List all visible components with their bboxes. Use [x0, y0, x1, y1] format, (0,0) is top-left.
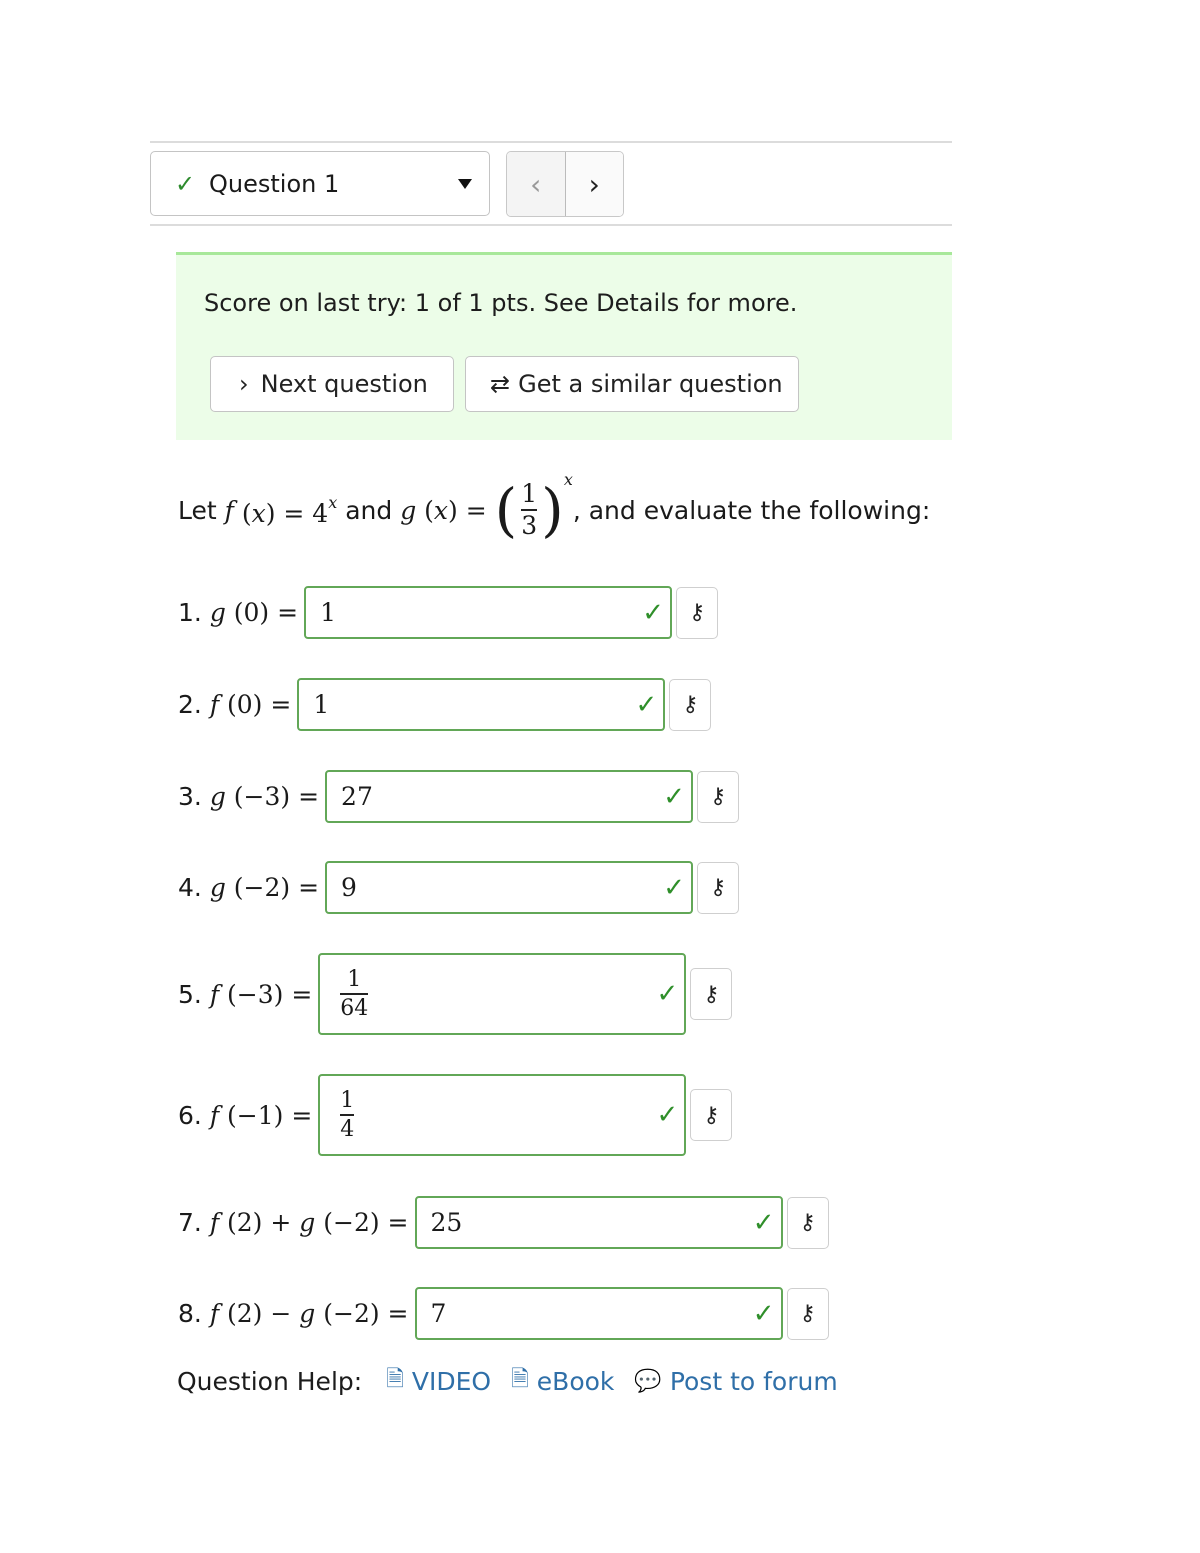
- repeat-icon: ⇄: [490, 370, 511, 398]
- item-2: [178, 678, 711, 731]
- key-icon: ⚷: [682, 692, 699, 717]
- key-button[interactable]: [697, 771, 739, 823]
- correct-check-icon: ✓: [663, 872, 686, 903]
- item-label: 2. f (0) =: [178, 690, 292, 719]
- forum-link[interactable]: 💬 Post to forum: [634, 1366, 838, 1396]
- key-icon: ⚷: [799, 1301, 816, 1326]
- answer-input[interactable]: 7 ✓: [415, 1287, 783, 1340]
- ebook-link[interactable]: 🗎 eBook: [511, 1362, 614, 1400]
- key-icon: ⚷: [703, 981, 720, 1007]
- key-icon: ⚷: [689, 600, 706, 625]
- item-label: 1. g (0) =: [178, 598, 299, 627]
- caret-down-icon: [458, 179, 472, 189]
- key-button[interactable]: [787, 1288, 829, 1340]
- item-1: [178, 586, 718, 639]
- prompt-and: and: [345, 495, 393, 525]
- key-button[interactable]: [669, 679, 711, 731]
- key-button[interactable]: [690, 1089, 732, 1141]
- item-label: 4. g (−2) =: [178, 873, 320, 902]
- nav-divider: [150, 224, 952, 226]
- key-button[interactable]: [690, 968, 732, 1020]
- answer-input[interactable]: 27 ✓: [325, 770, 693, 823]
- document-icon: 🗎: [511, 1367, 529, 1392]
- answer-fraction: $\frac{1}{64}$: [340, 967, 369, 1021]
- top-divider: [150, 141, 952, 143]
- similar-question-label: Get a similar question: [518, 370, 783, 398]
- question-select[interactable]: [150, 151, 490, 216]
- correct-check-icon: ✓: [642, 597, 665, 628]
- item-7: [178, 1196, 829, 1249]
- item-label: 8. f (2) − g (−2) =: [178, 1299, 409, 1328]
- answer-input[interactable]: 9 ✓: [325, 861, 693, 914]
- prompt-trail: , and evaluate the following:: [572, 495, 931, 525]
- item-label: 6. f (−1) =: [178, 1100, 313, 1130]
- correct-check-icon: ✓: [656, 979, 679, 1009]
- key-icon: ⚷: [709, 875, 727, 900]
- prompt-lead: Let: [178, 495, 217, 525]
- key-button[interactable]: [787, 1197, 829, 1249]
- question-help: [177, 1362, 858, 1400]
- answer-input[interactable]: 25 ✓: [415, 1196, 783, 1249]
- f-definition: f: [224, 495, 234, 525]
- next-question-arrow-button[interactable]: [565, 152, 624, 216]
- chevron-right-icon: ›: [239, 370, 249, 398]
- question-help-label: Question Help:: [177, 1366, 363, 1396]
- answer-input[interactable]: 1 ✓: [304, 586, 672, 639]
- item-6: [178, 1074, 732, 1156]
- item-3: [178, 770, 739, 823]
- item-label: 3. g (−3) =: [178, 782, 320, 811]
- next-question-label: Next question: [260, 370, 428, 398]
- speech-bubble-icon: 💬: [634, 1368, 662, 1394]
- correct-check-icon: ✓: [663, 781, 686, 812]
- item-label: 7. f (2) + g (−2) =: [178, 1208, 409, 1237]
- question-prompt: Let f $(x) = 4^x$ and g (x) = ( $\frac{1}{3}$ ) x , and evaluate the following:: [178, 470, 931, 544]
- question-pager: [506, 151, 624, 217]
- score-text: Score on last try: 1 of 1 pts. See Details for more.: [204, 289, 798, 317]
- video-link[interactable]: 🗎 VIDEO: [386, 1362, 491, 1400]
- answer-fraction: $\frac{1}{4}$: [340, 1088, 355, 1142]
- correct-check-icon: ✓: [635, 689, 658, 720]
- key-button[interactable]: [697, 862, 739, 914]
- key-icon: ⚷: [709, 784, 727, 809]
- key-button[interactable]: [676, 587, 718, 639]
- key-icon: ⚷: [799, 1210, 816, 1235]
- key-icon: ⚷: [703, 1102, 720, 1128]
- item-8: [178, 1287, 829, 1340]
- correct-check-icon: ✓: [656, 1100, 679, 1130]
- g-definition: g: [400, 495, 417, 525]
- score-panel: [176, 252, 952, 440]
- correct-check-icon: ✓: [752, 1298, 775, 1329]
- question-select-label: Question 1: [209, 169, 340, 198]
- item-label: 5. f (−3) =: [178, 979, 313, 1009]
- answer-input[interactable]: [318, 1074, 686, 1156]
- answer-input[interactable]: [318, 953, 686, 1035]
- item-4: [178, 861, 739, 914]
- similar-question-button[interactable]: [465, 356, 799, 412]
- correct-check-icon: ✓: [752, 1207, 775, 1238]
- previous-question-button[interactable]: [507, 152, 565, 216]
- next-question-button[interactable]: [210, 356, 454, 412]
- answer-input[interactable]: 1 ✓: [297, 678, 665, 731]
- chevron-left-icon: ‹: [530, 167, 542, 201]
- document-icon: 🗎: [386, 1367, 404, 1392]
- item-5: [178, 953, 732, 1035]
- check-icon: ✓: [175, 169, 196, 198]
- chevron-right-icon: ›: [588, 167, 600, 201]
